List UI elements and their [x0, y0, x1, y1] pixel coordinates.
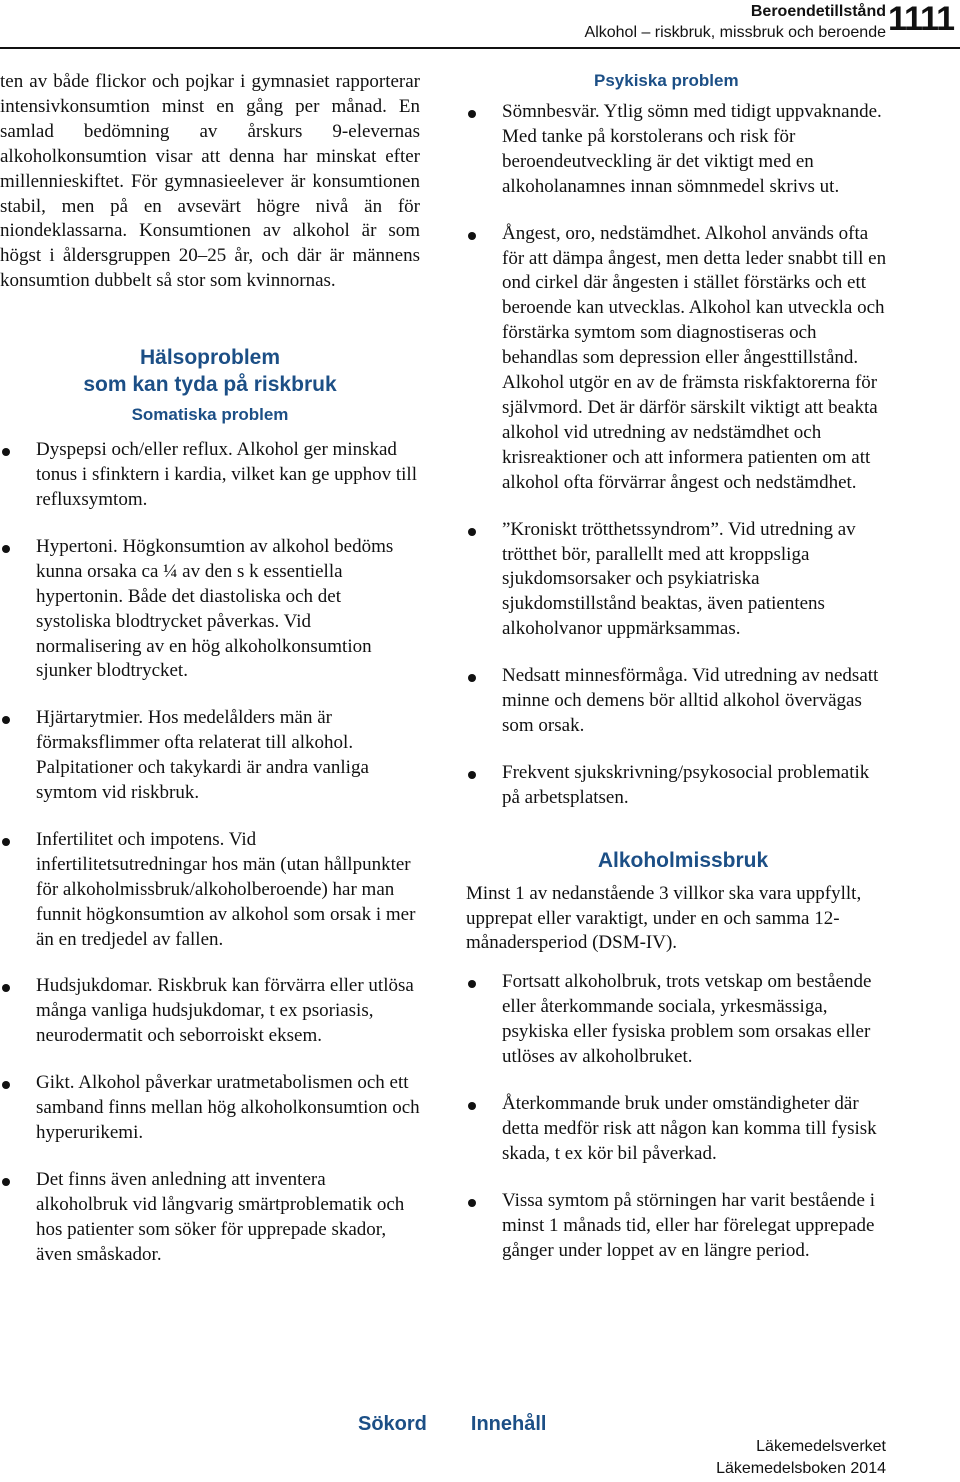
list-item-text: Ångest, oro, nedstämdhet. Alkohol används ofta för att dämpa ångest, men detta leder snabbt till en ond cirkel där ångesten i stället förstärks och ett beroende kan utvecklas. Alkohol kan utveckla och förstärka symtom som diagnostiseras och behandlas som depression eller ångesttillstånd. Alkohol utgör en av de främsta riskfaktorerna för självmord. Det är därför särskilt viktigt att beakta alkohol vid utredning av nedstämdhet och krisreaktioner och att informera patienten om att alkohol ofta förvärrar ångest och nedstämdhet. — [502, 222, 887, 493]
bullet-icon — [468, 232, 476, 240]
list-item-text: Sömnbesvär. Ytlig sömn med tidigt uppvaknande. Med tanke på korstolerans och risk för beroendeutveckling är det viktigt med en alkoholanamnes innan sömnmedel skrivs ut. — [502, 101, 882, 197]
bullet-icon — [2, 984, 10, 992]
list-item — [466, 518, 888, 643]
list-item — [466, 664, 888, 739]
alcohol-abuse-heading: Alkoholmissbruk — [597, 848, 769, 872]
psychiatric-subheading: Psykiska problem — [594, 71, 739, 90]
list-item — [466, 222, 888, 496]
list-item-text: Gikt. Alkohol påverkar uratmetabolismen och ett samband finns mellan hög alkoholkonsumtion och hyperurikemi. — [36, 1072, 420, 1143]
list-item-text: Det finns även anledning att inventera alkoholbruk vid långvarig smärtproblematik och hos patienter som söker för upprepade skador, även småskador. — [36, 1168, 405, 1265]
list-item-text: Fortsatt alkoholbruk, trots vetskap om bestående eller återkommande sociala, yrkesmässiga, psykiska eller fysiska problem som orsakas eller utlöses av alkoholbruket. — [502, 971, 872, 1068]
health-problems-heading — [0, 344, 420, 398]
list-item-text: Infertilitet och impotens. Vid infertilitetsutredningar hos män (utan hållpunkter för alkoholmissbruk/alkoholberoende) har man funnit högkonsumtion av alkohol som orsak i mer än en tredjedel av fallen. — [36, 828, 416, 950]
list-item-text: ”Kroniskt trötthetssyndrom”. Vid utredning av trötthet bör, parallellt med att kroppsliga sjukdomsorsaker och psykiatriska sjukdomstillstånd beaktas, även patientens alkoholvanor uppmärksammas. — [502, 518, 856, 640]
list-item-text: Hypertoni. Högkonsumtion av alkohol bedöms kunna orsaka ca ¼ av den s k essentiella hypertonin. Både det diastoliska och det systoliska blodtrycket påverkas. Vid normalisering av en hög alkoholkonsumtion sjunker blodtrycket. — [36, 535, 394, 682]
list-item — [0, 1071, 420, 1146]
left-column — [0, 70, 420, 1290]
book-title: Läkemedelsboken 2014 — [716, 1460, 886, 1477]
list-item — [0, 828, 420, 953]
page-number: 1111 — [887, 0, 954, 38]
abuse-criteria-list — [466, 970, 888, 1263]
header-rule — [0, 47, 960, 49]
list-item — [466, 761, 888, 811]
list-item-text: Frekvent sjukskrivning/psykosocial problematik på arbetsplatsen. — [502, 761, 870, 808]
list-item — [466, 1092, 888, 1167]
footer-navigation — [358, 1413, 546, 1436]
bullet-icon — [468, 110, 476, 118]
list-item-text: Dyspepsi och/eller reflux. Alkohol ger minskad tonus i sfinktern i kardia, vilket kan ge upphov till refluxsymtom. — [36, 439, 417, 510]
footer-publisher — [716, 1436, 886, 1480]
bullet-icon — [468, 674, 476, 682]
running-header — [585, 2, 886, 44]
bullet-icon — [468, 980, 476, 988]
list-item-text: Nedsatt minnesförmåga. Vid utredning av nedsatt minne och demens bör alltid alkohol övervägas som orsak. — [502, 665, 879, 736]
psychiatric-problems-list — [466, 100, 888, 811]
header-section-title: Beroendetillstånd — [750, 3, 886, 20]
right-column — [466, 70, 888, 1285]
bullet-icon — [2, 1178, 10, 1186]
index-link[interactable]: Sökord — [358, 1413, 427, 1435]
bullet-icon — [2, 448, 10, 456]
header-chapter-title: Alkohol – riskbruk, missbruk och beroende — [584, 24, 886, 41]
bullet-icon — [2, 545, 10, 553]
list-item-text: Återkommande bruk under omständigheter där detta medför risk att någon kan komma till fysisk skada, t ex kör bil påverkad. — [502, 1093, 877, 1164]
publisher-name: Läkemedelsverket — [756, 1438, 886, 1455]
bullet-icon — [468, 771, 476, 779]
list-item — [0, 706, 420, 806]
bullet-icon — [2, 716, 10, 724]
list-item — [466, 1189, 888, 1264]
intro-paragraph: ten av både flickor och pojkar i gymnasiet rapporterar intensivkonsumtion minst en gång per månad. En samlad bedömning av årskurs 9-elevernas alkoholkonsumtion visar att denna har minskat efter millennieskiftet. För gymnasieelever är konsumtionen stabil, men på en avsevärt högre nivå än för niondeklassarna. Konsumtionen av alkohol är som högst i åldersgruppen 20–25 år, och där är männens konsumtion dubbelt så stor som kvinnornas. — [0, 71, 420, 292]
list-item-text: Hudsjukdomar. Riskbruk kan förvärra eller utlösa många vanliga hudsjukdomar, t ex psoriasis, neurodermatit och seborroiskt eksem. — [36, 975, 414, 1047]
list-item — [0, 1168, 420, 1268]
bullet-icon — [468, 1102, 476, 1110]
list-item — [466, 970, 888, 1070]
contents-link[interactable]: Innehåll — [470, 1413, 547, 1435]
bullet-icon — [2, 1081, 10, 1089]
somatic-problems-list — [0, 438, 420, 1267]
heading-line-1: Hälsoproblem — [139, 346, 281, 370]
list-item-text: Vissa symtom på störningen har varit bestående i minst 1 månads tid, eller har förelegat upprepade gånger under loppet av en längre period. — [502, 1189, 875, 1261]
list-item — [0, 974, 420, 1049]
list-item — [0, 535, 420, 684]
bullet-icon — [2, 838, 10, 846]
list-item — [0, 438, 420, 513]
somatic-subheading: Somatiska problem — [131, 405, 289, 425]
heading-line-2: som kan tyda på riskbruk — [83, 373, 337, 397]
list-item-text: Hjärtarytmier. Hos medelålders män är förmaksflimmer ofta relaterat till alkohol. Palpitationer och takykardi är andra vanliga symtom vid riskbruk. — [36, 707, 369, 804]
bullet-icon — [468, 1199, 476, 1207]
alcohol-abuse-intro: Minst 1 av nedanstående 3 villkor ska vara uppfyllt, upprepat eller varaktigt, under en och samma 12-månadersperiod (DSM-IV). — [466, 882, 862, 954]
list-item — [466, 100, 888, 200]
bullet-icon — [468, 528, 476, 536]
